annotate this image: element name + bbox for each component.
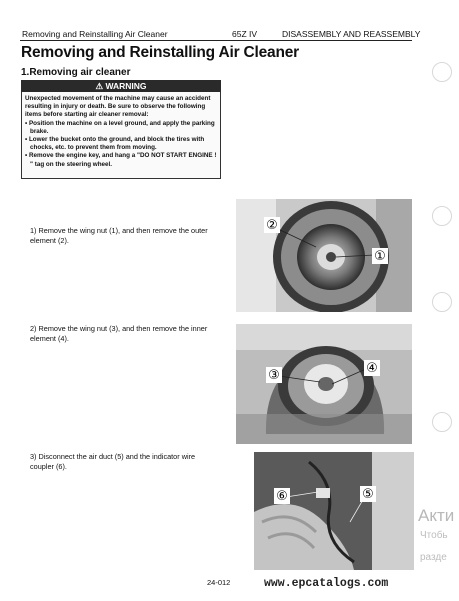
binder-hole (432, 206, 452, 226)
warning-bullet: • Remove the engine key, and hang a "DO NOT START ENGINE ! " tag on the steering wheel. (25, 152, 217, 168)
step-1-text: 1) Remove the wing nut (1), and then remove the outer element (2). (30, 226, 208, 245)
binder-hole (432, 412, 452, 432)
page-number: 24-012 (207, 578, 231, 587)
running-header-model: 65Z IV (232, 29, 258, 39)
watermark: www.epcatalogs.com (264, 577, 389, 590)
section-subtitle: 1.Removing air cleaner (21, 67, 131, 78)
warning-intro: Unexpected movement of the machine may cause an accident resulting in injury or death. Be sure to observe the following items before starting air cleaner removal: (25, 95, 211, 119)
callout-5: ⑤ (362, 487, 374, 502)
callout-3: ③ (268, 368, 280, 383)
activation-overlay-line2: Чтобь (420, 530, 448, 541)
callout-1: ① (374, 249, 386, 264)
step-3-text: 3) Disconnect the air duct (5) and the indicator wire coupler (6). (30, 452, 196, 471)
running-header-title: Removing and Reinstalling Air Cleaner (22, 29, 168, 39)
photo-air-duct (254, 452, 414, 570)
running-header-section: DISASSEMBLY AND REASSEMBLY (282, 29, 421, 39)
step-2-text: 2) Remove the wing nut (3), and then remove the inner element (4). (30, 324, 208, 343)
warning-bullet: • Lower the bucket onto the ground, and block the tires with chocks, etc. to prevent them from moving. (25, 136, 205, 152)
callout-6: ⑥ (276, 489, 288, 504)
callout-4: ④ (366, 361, 378, 376)
photo-inner-element (236, 324, 412, 444)
binder-hole (432, 62, 452, 82)
activation-overlay-line1: Акти (418, 506, 455, 525)
header-rule (20, 40, 412, 41)
callout-2: ② (266, 218, 278, 233)
page-title: Removing and Reinstalling Air Cleaner (21, 44, 299, 61)
warning-body (25, 95, 219, 169)
activation-overlay-line3: разде (420, 552, 447, 563)
photo-outer-element (236, 199, 412, 312)
warning-heading: ⚠ WARNING (21, 80, 221, 92)
warning-bullet: • Position the machine on a level ground, and apply the parking brake. (25, 119, 215, 135)
binder-hole (432, 292, 452, 312)
